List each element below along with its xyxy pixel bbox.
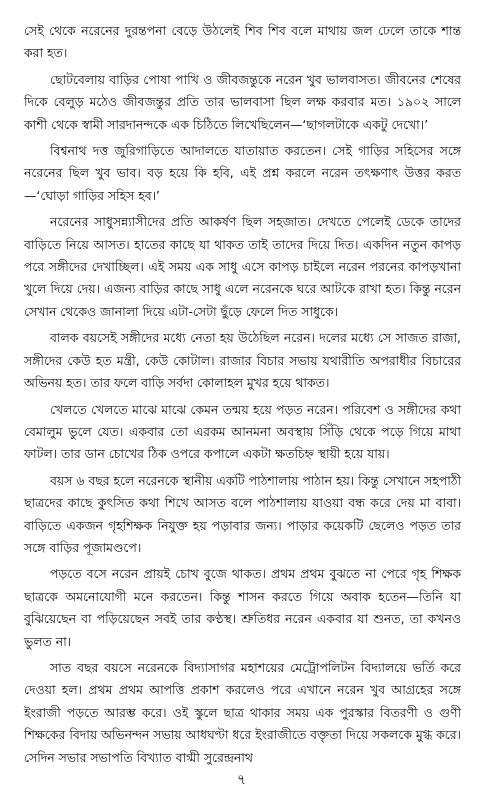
page-number: ৭: [236, 772, 247, 788]
paragraph-1: সেই থেকে নরেনের দুরন্তপনা বেড়ে উঠলেই শিব শিব বলে মাথায় জল ঢেলে তাকে শান্ত করা হত।: [24, 23, 461, 61]
paragraph-5: বালক বয়সেই সঙ্গীদের মধ্যে নেতা হয় উঠেছিল নরেন। দলের মধ্যে সে সাজত রাজা, সঙ্গীদের কেউ হত মন্ত্রী, কেউ কোটাল। রাজার বিচার সভায় যথারীতি অপরাধীর বিচারের অভিনয় হত। তার ফলে বাড়ি সর্বদা কোলাহল মুখর হয়ে থাকত।: [24, 330, 461, 391]
paragraph-8: পড়তে বসে নরেন প্রায়ই চোখ বুজে থাকত। প্রথম প্রথম বুঝতে না পেরে গৃহ শিক্ষক ছাত্রকে অমনোযোগী মনে করতেন। কিন্তু শাসন করতে গিয়ে অবাক হতেন—তিনি যা বুঝিয়েছেন বা পড়িয়েছেন সবই তার কণ্ঠস্থ। শ্রুতিধর নরেন একবার যা শুনত, তা কখনও ভুলত না।: [24, 566, 461, 649]
paragraph-6: খেলতে খেলতে মাঝে মাঝে কেমন তন্ময় হয়ে পড়ত নরেন। পরিবেশ ও সঙ্গীদের কথা বেমালুম ভুলে যেত। একবার তো এরকম আনমনা অবস্থায় সিঁড়ি থেকে পড়ে গিয়ে মাথা ফাটল। তার ডান চোখের ঠিক ওপরে কপালে একটা ক্ষতচিহ্ন স্থায়ী হয়ে যায়।: [24, 401, 461, 462]
paragraph-3: বিশ্বনাথ দত্ত জুরিগাড়িতে আদালতে যাতায়াত করতেন। সেই গাড়ির সহিসের সঙ্গে নরেনের ছিল খুব ভাব। বড় হয়ে কি হবি, এই প্রশ্ন করলে নরেন তৎক্ষণাৎ উত্তর করত—‘ঘোড়া গাড়ির সহিস হব।’: [24, 143, 461, 203]
paragraph-9: সাত বছর বয়সে নরেনকে বিদ্যাসাগর মহাশয়ের মেট্রোপলিটন বিদ্যালয়ে ভর্তি করে দেওয়া হল। প্রথম প্রথম আপত্তি প্রকাশ করলেও পরে এখানে নরেন খুব আগ্রহের সঙ্গে ইংরাজী পড়তে আরম্ভ করে। ওই স্কুলে ছাত্র থাকার সময় এক পুরস্কার বিতরণী ও গুণী শিক্ষকের বিদায় অভিনন্দন সভায় আধঘণ্টা ধরে ইংরাজীতে বক্তৃতা দিয়ে সকলকে মুগ্ধ করে। সেদিন সভার সভাপতি বিখ্যাত বাগ্মী সুরেন্দ্রনাথ: [24, 659, 461, 765]
body-text: [24, 20, 461, 769]
paragraph-4: নরেনের সাধুসন্ন্যাসীদের প্রতি আকর্ষণ ছিল সহজাত। দেখতে পেলেই ডেকে তাদের বাড়িতে নিয়ে আসত। হাতের কাছে যা থাকত তাই তাদের দিয়ে দিত। একদিন নতুন কাপড় পরে সঙ্গীদের দেখাচ্ছিল। এই সময় এক সাধু এসে কাপড় চাইলে নরেন পরনের কাপড়খানা খুলে দিয়ে দেয়। এজন্য বাড়ির কাছে সাধু এলে নরেনকে ঘরে আটকে রাখা হত। কিন্তু নরেন সেখান থেকেও জানালা দিয়ে এটা-সেটা ছুঁড়ে ফেলে দিত সাধুকে।: [24, 214, 461, 319]
paragraph-2: ছোটবেলায় বাড়ির পোষা পাখি ও জীবজন্তুকে নরেন খুব ভালবাসত। জীবনের শেষের দিকে বেলুড় মঠেও জীবজন্তুর প্রতি তার ভালবাসা ছিল লক্ষ করবার মত। ১৯০২ সালে কাশী থেকে স্বামী সারদানন্দকে এক চিঠিতে লিখেছিলেন—‘ছাগলটাকে একটু দেখো।’: [24, 71, 461, 132]
paragraph-7: বয়স ৬ বছর হলে নরেনকে স্থানীয় একটি পাঠশালায় পাঠান হয়। কিন্তু সেখানে সহপাঠী ছাত্রদের কাছে কুৎসিত কথা শিখে আসত বলে পাঠশালায় যাওয়া বন্ধ করে দেয় মা বাবা। বাড়িতে একজন গৃহশিক্ষক নিযুক্ত হয় পড়াবার জন্য। পাড়ার কয়েকটি ছেলেও পড়ত তার সঙ্গে বাড়ির পূজামণ্ডপে।: [24, 472, 461, 555]
